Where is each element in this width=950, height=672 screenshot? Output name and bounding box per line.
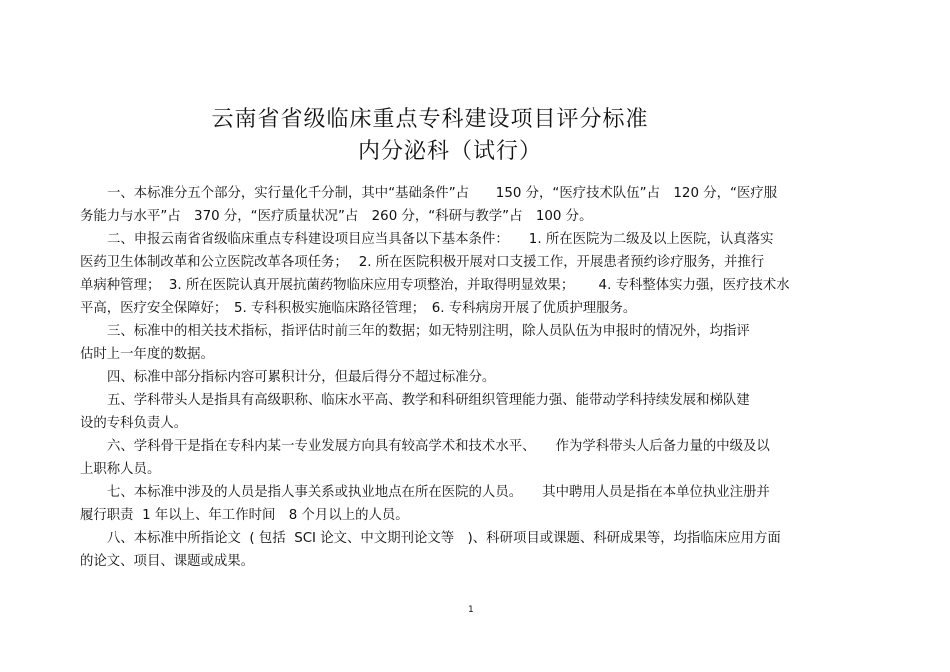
document-subtitle: 内分泌科（试行） — [357, 139, 542, 164]
paragraph-line: 五、学科带头人是指具有高级职称、临床水平高、教学和科研组织管理能力强、能带动学科持续发展和梯队建 — [107, 393, 750, 408]
paragraph-line: 上职称人员。 — [80, 462, 161, 477]
document-title: 云南省省级临床重点专科建设项目评分标准 — [211, 107, 649, 132]
paragraph-line: 四、标准中部分指标内容可累积计分，但最后得分不超过标准分。 — [107, 370, 496, 385]
paragraph-line: 二、申报云南省省级临床重点专科建设项目应当具备以下基本条件： 1. 所在医院为二级及以上医院，认真落实 — [107, 232, 774, 247]
paragraph-line: 六、学科骨干是指在专科内某一专业发展方向具有较高学术和技术水平、 作为学科带头人后备力量的中级及以 — [107, 439, 770, 454]
paragraph-line: 平高，医疗安全保障好； 5. 专科积极实施临床路径管理； 6. 专科病房开展了优质护理服务。 — [80, 301, 637, 316]
paragraph-line: 一、本标准分五个部分，实行量化千分制，其中“基础条件”占 150 分，“医疗技术队伍”占 120 分，“医疗服 — [107, 186, 778, 201]
paragraph-line: 医药卫生体制改革和公立医院改革各项任务； 2. 所在医院积极开展对口支援工作，开展患者预约诊疗服务，并推行 — [80, 255, 765, 270]
paragraph-line: 设的专科负责人。 — [80, 416, 188, 431]
paragraph-line: 履行职责 1 年以上、年工作时间 8 个月以上的人员。 — [80, 508, 409, 523]
paragraph-line: 三、标准中的相关技术指标，指评估时前三年的数据；如无特别注明，除人员队伍为申报时的情况外，均指评 — [107, 324, 750, 339]
document-body — [80, 182, 870, 573]
paragraph-line: 务能力与水平”占 370 分，“医疗质量状况”占 260 分，“科研与教学”占 100 分。 — [80, 209, 593, 224]
paragraph-line: 的论文、项目、课题或成果。 — [80, 554, 255, 569]
page-number: 1 — [468, 605, 474, 615]
paragraph-line: 估时上一年度的数据。 — [80, 347, 214, 362]
paragraph-line: 七、本标准中涉及的人员是指人事关系或执业地点在所在医院的人员。 其中聘用人员是指在本单位执业注册并 — [107, 485, 770, 500]
paragraph-line: 单病种管理； 3. 所在医院认真开展抗菌药物临床应用专项整治，并取得明显效果； 4. 专科整体实力强，医疗技术水 — [80, 278, 790, 293]
paragraph-line: 八、本标准中所指论文 ( 包括 SCI 论文、中文期刊论文等 )、科研项目或课题、科研成果等，均指临床应用方面 — [107, 531, 781, 546]
